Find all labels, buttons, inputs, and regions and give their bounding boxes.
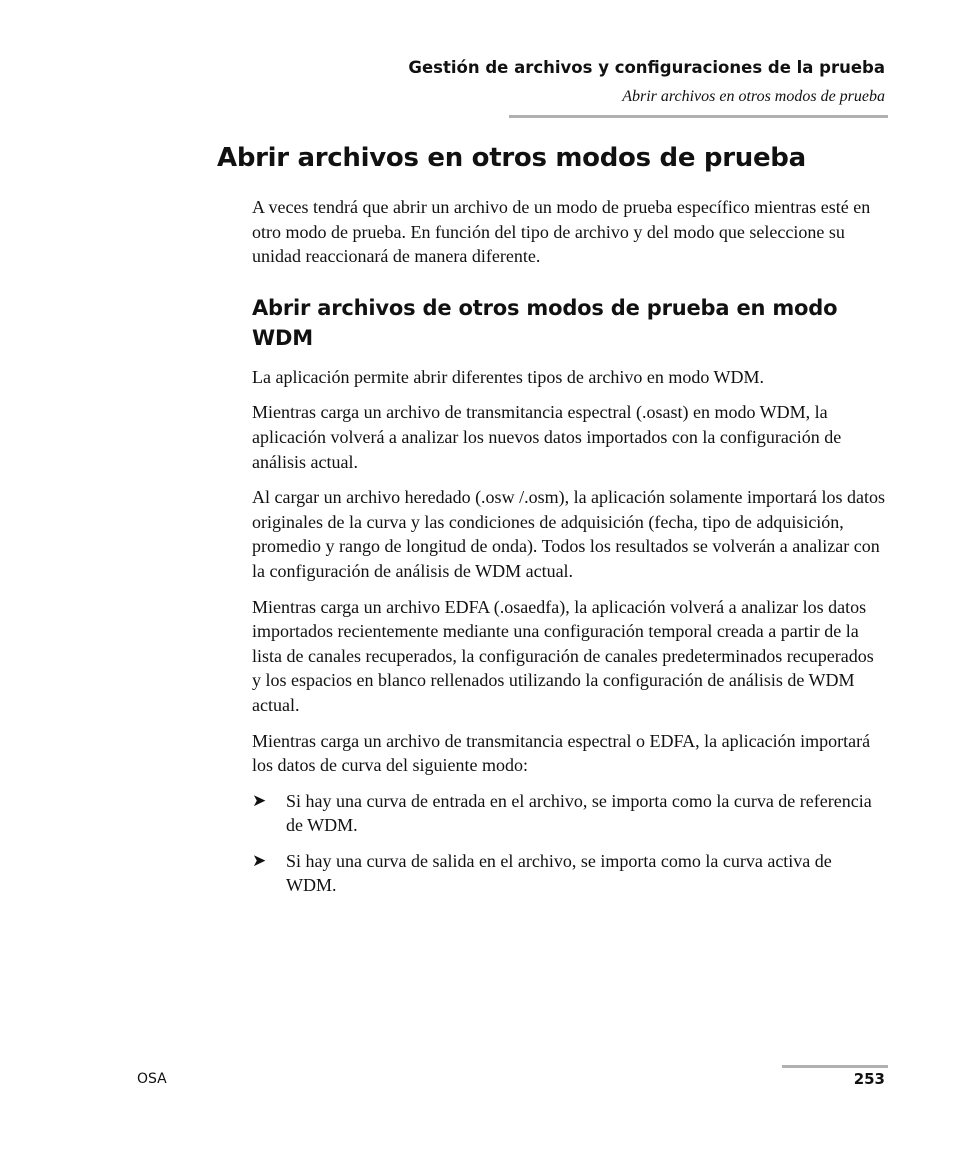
bullet-list	[252, 789, 886, 898]
footer-product-name: OSA	[137, 1071, 167, 1087]
paragraph-1: La aplicación permite abrir diferentes tipos de archivo en modo WDM.	[252, 366, 764, 387]
list-item-text: Si hay una curva de salida en el archivo, se importa como la curva activa de WDM.	[286, 850, 832, 896]
arrow-bullet-icon: ➤	[252, 790, 267, 811]
intro-paragraph: A veces tendrá que abrir un archivo de un modo de prueba específico mientras esté en otro modo de prueba. En función del tipo de archivo y del modo que seleccione su unidad reaccionará de manera diferente.	[252, 197, 871, 267]
main-content	[252, 195, 886, 909]
paragraph-2: Mientras carga un archivo de transmitancia espectral (.osast) en modo WDM, la aplicación volverá a analizar los nuevos datos importados con la configuración de análisis actual.	[252, 402, 842, 472]
paragraph-4: Mientras carga un archivo EDFA (.osaedfa), la aplicación volverá a analizar los datos importados recientemente mediante una configuración temporal creada a partir de la lista de canales recuperados, la configuración de canales predeterminados recuperados y los espacios en blanco rellenados utilizando la configuración de análisis de WDM actual.	[252, 596, 874, 715]
arrow-bullet-icon: ➤	[252, 850, 267, 871]
running-header-chapter: Gestión de archivos y configuraciones de la prueba	[408, 58, 885, 77]
paragraph-5: Mientras carga un archivo de transmitancia espectral o EDFA, la aplicación importará los datos de curva del siguiente modo:	[252, 730, 871, 776]
list-item-text: Si hay una curva de entrada en el archivo, se importa como la curva de referencia de WDM.	[286, 790, 872, 836]
header-divider	[509, 115, 888, 118]
list-item	[252, 849, 886, 898]
list-item	[252, 789, 886, 838]
page-title: Abrir archivos en otros modos de prueba	[217, 143, 806, 173]
footer-divider	[782, 1065, 888, 1068]
page-number: 253	[853, 1070, 885, 1088]
running-header-section: Abrir archivos en otros modos de prueba	[622, 88, 885, 105]
subsection-heading: Abrir archivos de otros modos de prueba en modo WDM	[252, 295, 838, 350]
paragraph-3: Al cargar un archivo heredado (.osw /.osm), la aplicación solamente importará los datos originales de la curva y las condiciones de adquisición (fecha, tipo de adquisición, promedio y rango de longitud de onda). Todos los resultados se volverán a analizar con la configuración de análisis de WDM actual.	[252, 487, 885, 581]
